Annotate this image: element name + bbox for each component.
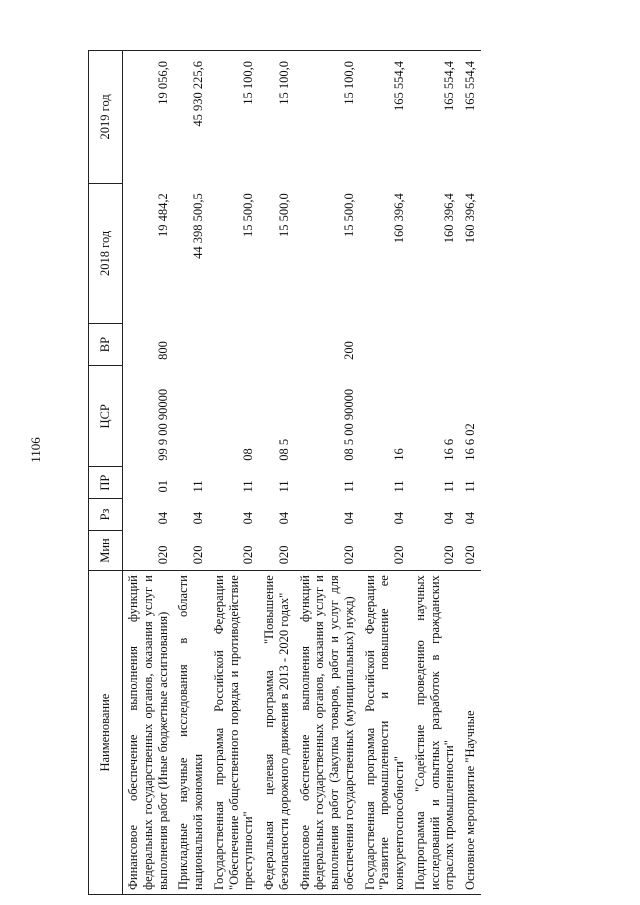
row-vr <box>460 323 481 365</box>
row-min: 020 <box>463 545 477 565</box>
row-rz: 04 <box>191 511 205 525</box>
row-vr <box>173 323 209 365</box>
row-csr: 08 5 <box>276 438 291 461</box>
header-csr: ЦСР <box>89 366 123 467</box>
row-vr <box>410 323 460 365</box>
row-csr: 16 <box>392 448 406 461</box>
row-pr: 11 <box>191 480 205 493</box>
row-pr: 11 <box>442 480 457 493</box>
row-2019: 165 554,4 <box>360 51 410 184</box>
row-csr: 16 6 <box>442 438 457 461</box>
table-row <box>259 51 295 895</box>
row-2018: 44 398 500,5 <box>191 193 205 259</box>
row-rz: 04 <box>442 511 457 525</box>
row-csr: 16 6 02 <box>463 423 477 461</box>
row-2019: 165 554,4 <box>460 51 481 184</box>
row-name: Финансовое обеспечение выполнения функций федеральных государственных органов, оказания услуг и выполнения работ (Закупка товаров, работ и услуг для обеспечения государственных (муниципальных) нужд) <box>295 571 360 895</box>
row-vr <box>259 323 295 365</box>
row-min: 020 <box>191 545 205 565</box>
row-rz: 04 <box>276 511 291 525</box>
row-2018: 15 500,0 <box>241 193 256 238</box>
row-rz: 04 <box>241 511 256 525</box>
row-rz: 04 <box>392 511 406 525</box>
row-2019: 19 056,0 <box>123 51 174 184</box>
row-pr: 11 <box>241 480 256 493</box>
row-name: Подпрограмма "Содействие проведению научных исследований и опытных разработок в гражданских отраслях промышленности" <box>410 571 460 895</box>
row-vr <box>209 323 259 365</box>
budget-table <box>88 50 481 895</box>
row-name: Основное мероприятие "Научные <box>460 571 481 895</box>
row-min: 020 <box>341 545 356 565</box>
row-min: 020 <box>392 545 406 565</box>
header-name: Наименование <box>89 571 123 895</box>
header-min: Мин <box>89 530 123 570</box>
row-2018: 19 484,2 <box>155 193 170 238</box>
row-csr: 08 5 00 90000 <box>341 388 356 461</box>
row-name: Государственная программа Российской Федерации "Обеспечение общественного порядка и противодействие преступности" <box>209 571 259 895</box>
row-min: 020 <box>442 545 457 565</box>
row-2019: 15 100,0 <box>295 51 360 184</box>
row-2019: 165 554,4 <box>410 51 460 184</box>
table-row <box>209 51 259 895</box>
row-pr: 11 <box>276 480 291 493</box>
row-pr: 11 <box>463 480 477 493</box>
header-rz: Рз <box>89 499 123 531</box>
table-row <box>410 51 460 895</box>
row-name: Финансовое обеспечение выполнения функций федеральных государственных органов, оказания услуг и выполнения работ (Иные бюджетные ассигнования) <box>123 571 174 895</box>
row-vr <box>360 323 410 365</box>
table-row <box>360 51 410 895</box>
row-pr: 11 <box>341 480 356 493</box>
row-2018: 160 396,4 <box>442 193 457 244</box>
header-2019: 2019 год <box>89 51 123 184</box>
table-row <box>173 51 209 895</box>
row-csr: 99 9 00 90000 <box>155 388 170 461</box>
row-2018: 15 500,0 <box>341 193 356 238</box>
page-number: 1106 <box>28 437 43 463</box>
row-2019: 15 100,0 <box>209 51 259 184</box>
row-2019: 15 100,0 <box>259 51 295 184</box>
row-pr: 01 <box>155 480 170 493</box>
row-rz: 04 <box>155 511 170 525</box>
row-name: Государственная программа Российской Федерации "Развитие промышленности и повышение ее конкурентоспособности" <box>360 571 410 895</box>
row-name: Федеральная целевая программа "Повышение безопасности дорожного движения в 2013 - 2020 годах" <box>259 571 295 895</box>
row-2018: 160 396,4 <box>392 193 406 244</box>
row-rz: 04 <box>463 511 477 525</box>
row-min: 020 <box>276 545 291 565</box>
budget-table-area <box>88 50 618 895</box>
row-pr: 11 <box>392 480 406 493</box>
header-vr: ВР <box>89 323 123 365</box>
row-vr: 800 <box>155 341 170 360</box>
table-row <box>460 51 481 895</box>
row-2018: 15 500,0 <box>276 193 291 238</box>
row-name: Прикладные научные исследования в области национальной экономики <box>173 571 209 895</box>
row-2018: 160 396,4 <box>463 193 477 244</box>
table-row <box>123 51 174 895</box>
row-rz: 04 <box>341 511 356 525</box>
row-vr: 200 <box>341 341 356 360</box>
table-row <box>295 51 360 895</box>
row-min: 020 <box>155 545 170 565</box>
row-2019: 45 930 225,6 <box>173 51 209 184</box>
row-csr <box>173 366 209 467</box>
header-2018: 2018 год <box>89 183 123 323</box>
header-row <box>89 51 123 895</box>
row-min: 020 <box>241 545 256 565</box>
header-pr: ПР <box>89 467 123 499</box>
row-csr: 08 <box>241 448 256 461</box>
